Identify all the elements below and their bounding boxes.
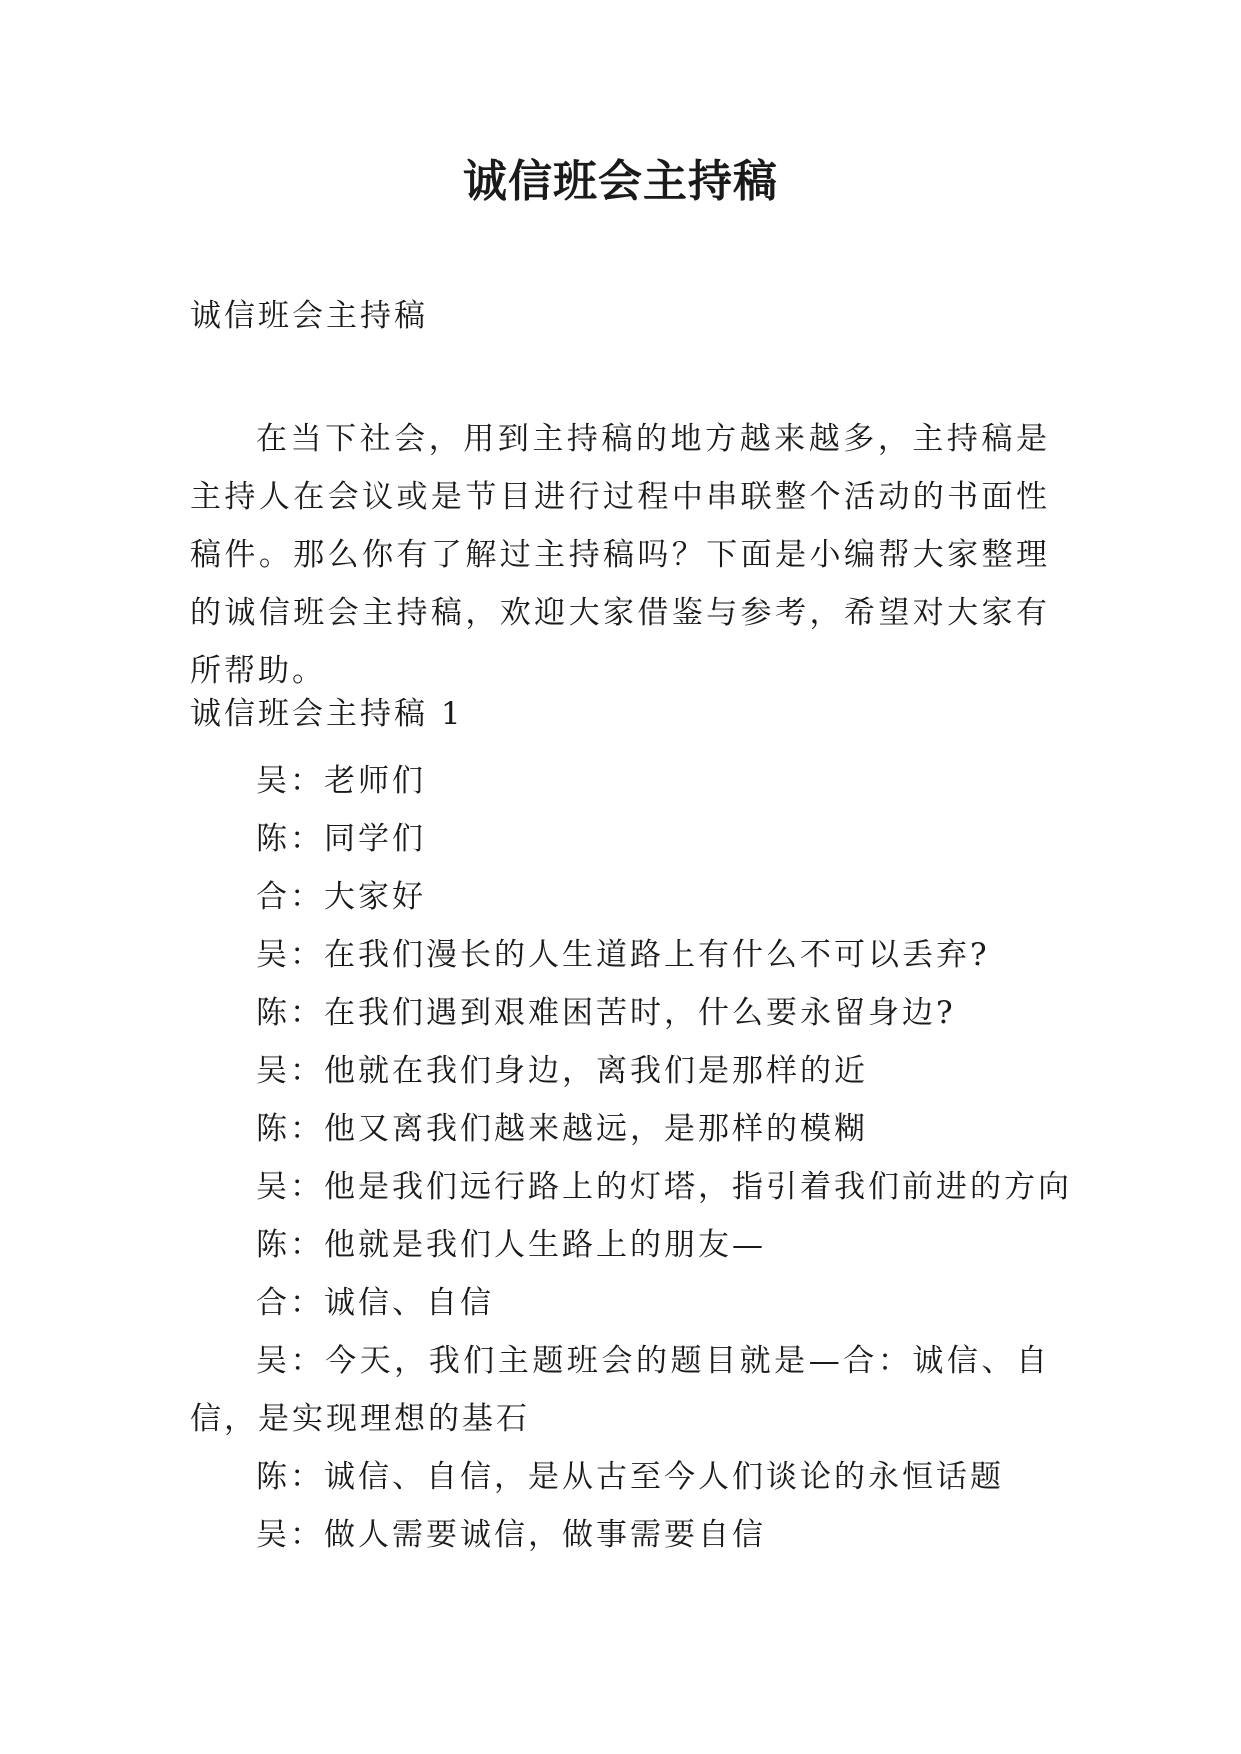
dialogue-line: 吴：在我们漫长的人生道路上有什么不可以丢弃? xyxy=(256,937,990,973)
dialogue-line: 陈：他又离我们越来越远，是那样的模糊 xyxy=(256,1111,868,1147)
intro-paragraph: 在当下社会，用到主持稿的地方越来越多，主持稿是主持人在会议或是节目进行过程中串联整个活动的书面性稿件。那么你有了解过主持稿吗？下面是小编帮大家整理的诚信班会主持稿，欢迎大家借鉴与参考，希望对大家有所帮助。 xyxy=(190,421,1050,689)
dialogue-block xyxy=(190,752,1072,1564)
dialogue-line: 合：诚信、自信 xyxy=(256,1285,494,1321)
dialogue-line: 吴：他就在我们身边，离我们是那样的近 xyxy=(256,1053,868,1089)
document-title: 诚信班会主持稿 xyxy=(463,156,778,207)
dialogue-line: 陈：诚信、自信，是从古至今人们谈论的永恒话题 xyxy=(256,1459,1004,1495)
dialogue-line: 吴：他是我们远行路上的灯塔，指引着我们前进的方向 xyxy=(256,1169,1072,1205)
dialogue-line: 陈：同学们 xyxy=(256,821,426,857)
dialogue-line: 陈：他就是我们人生路上的朋友— xyxy=(256,1227,766,1263)
dialogue-line: 吴：今天，我们主题班会的题目就是—合：诚信、自信，是实现理想的基石 xyxy=(190,1343,1050,1437)
dialogue-line: 吴：做人需要诚信，做事需要自信 xyxy=(256,1517,766,1553)
document-subtitle: 诚信班会主持稿 xyxy=(190,298,428,334)
dialogue-line: 合：大家好 xyxy=(256,879,426,915)
section-heading: 诚信班会主持稿 1 xyxy=(190,696,464,732)
dialogue-line: 吴：老师们 xyxy=(256,763,426,799)
dialogue-line: 陈：在我们遇到艰难困苦时，什么要永留身边? xyxy=(256,995,956,1031)
